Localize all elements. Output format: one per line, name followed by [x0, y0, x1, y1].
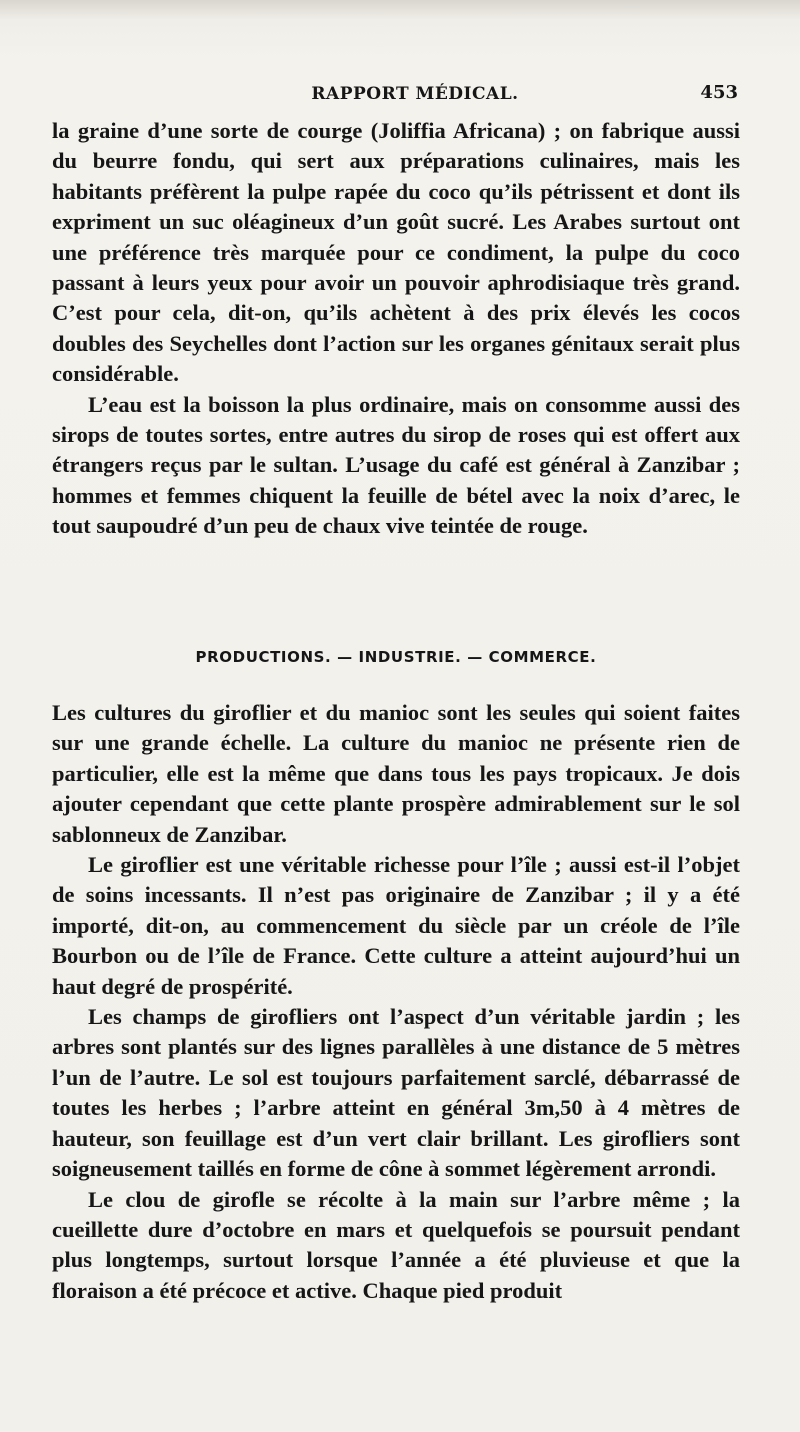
running-head-title: RAPPORT MÉDICAL.	[311, 84, 519, 104]
section-heading: PRODUCTIONS. — INDUSTRIE. — COMMERCE.	[195, 648, 597, 666]
page-number: 453	[700, 82, 738, 103]
paragraph-clove-harvest: Le clou de girofle se récolte à la main sur l’arbre même ; la cueillette dure d’octobre en mars et quelquefois se poursuit pendant plus longtemps, surtout lorsque l’année a été pluvieuse et que la floraison a été précoce et active. Chaque pied produit	[52, 1186, 740, 1303]
paragraph-clove-fields: Les champs de girofliers ont l’aspect d’un véritable jardin ; les arbres sont plantés sur des lignes parallèles à une distance de 5 mètres l’un de l’autre. Le sol est toujours parfaitement sarclé, débarrassé de toutes les herbes ; l’arbre atteint en général 3m,50 à 4 mètres de hauteur, son feuillage est d’un vert clair brillant. Les girofliers sont soigneusement taillés en forme de cône à sommet légèrement arrondi.	[52, 1004, 740, 1182]
paragraph-clove-tree: Le giroflier est une véritable richesse pour l’île ; aussi est-il l’objet de soins incessants. Il n’est pas originaire de Zanzibar ; il y a été importé, dit-on, au commencement du siècle par un créole de l’île Bourbon ou de l’île de France. Cette culture a atteint aujourd’hui un haut degré de prospérité.	[52, 852, 740, 999]
running-head	[52, 84, 738, 114]
paragraph-cultures: Les cultures du giroflier et du manioc sont les seules qui soient faites sur une grande échelle. La culture du manioc ne présente rien de particulier, elle est la même que dans tous les pays tropicaux. Je dois ajouter cependant que cette plante prospère admirablement sur le sol sablonneux de Zanzibar.	[52, 700, 740, 847]
paragraph-food-continued: la graine d’une sorte de courge (Joliffia Africana) ; on fabrique aussi du beurre fondu, qui sert aux préparations culinaires, mais les habitants préfèrent la pulpe rapée du coco qu’ils pétrissent et dont ils expriment un suc oléagineux d’un goût sucré. Les Arabes surtout ont une préférence très marquée pour ce condiment, la pulpe du coco passant à leurs yeux pour avoir un pouvoir aphrodisiaque très grand. C’est pour cela, dit-on, qu’ils achètent à des prix élevés les cocos doubles des Seychelles dont l’action sur les organes génitaux serait plus considérable.	[52, 118, 740, 387]
paragraph-beverages: L’eau est la boisson la plus ordinaire, mais on consomme aussi des sirops de toutes sortes, entre autres du sirop de roses qui est offert aux étrangers reçus par le sultan. L’usage du café est général à Zanzibar ; hommes et femmes chiquent la feuille de bétel avec la noix d’arec, le tout saupoudré d’un peu de chaux vive teintée de rouge.	[52, 391, 740, 539]
text-block-bottom	[52, 698, 740, 1306]
text-block-top	[52, 116, 740, 542]
